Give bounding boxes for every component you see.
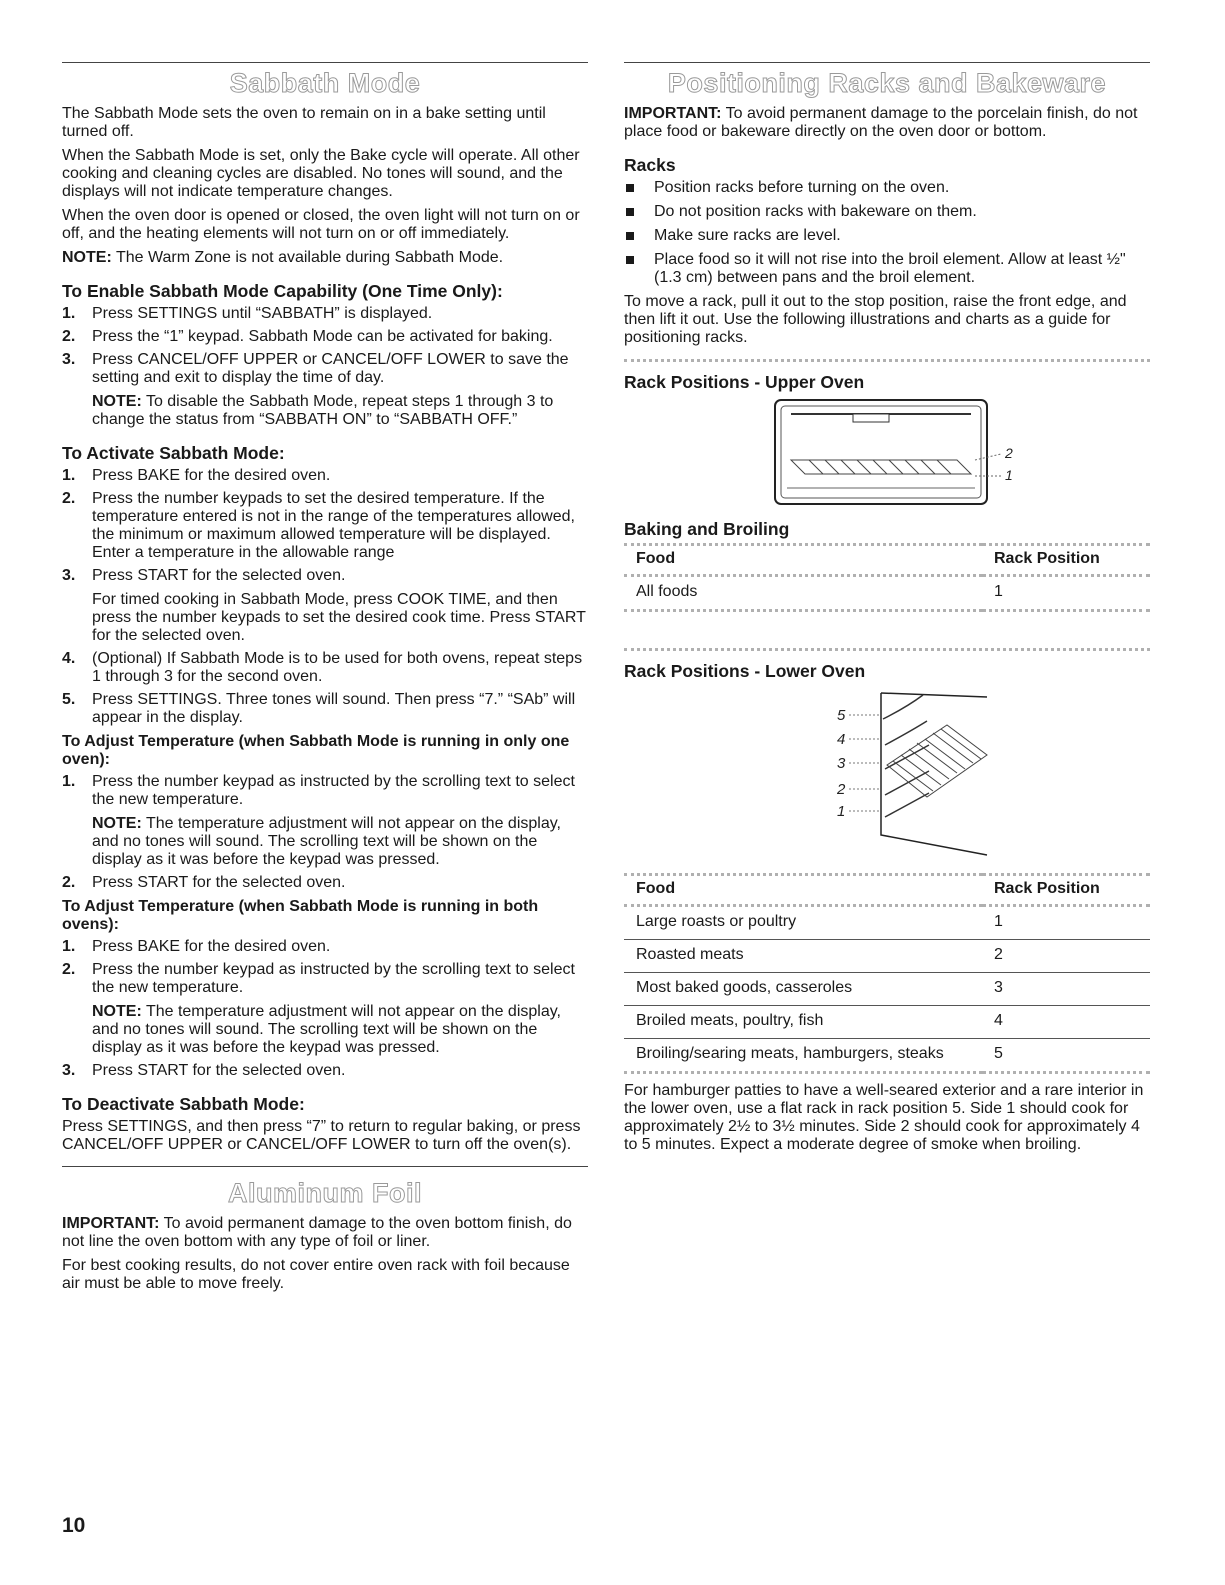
sabbath-door-light: When the oven door is opened or closed, the oven light will not turn on or off, and the heating elements will not turn on or off immediately.: [62, 207, 580, 242]
section-rule: [62, 62, 588, 63]
step-number: 2.: [62, 874, 76, 891]
enable-steps: [62, 305, 588, 429]
aluminum-foil-title: Aluminum Foil: [228, 1178, 422, 1208]
step-text: Press BAKE for the desired oven.: [92, 467, 331, 484]
foil-advice: For best cooking results, do not cover entire oven rack with foil because air must be able to move freely.: [62, 1257, 570, 1292]
list-item: [62, 773, 588, 869]
note-label: NOTE:: [92, 815, 142, 832]
list-item: [62, 351, 588, 429]
step-extra: For timed cooking in Sabbath Mode, press COOK TIME, and then press the number keypads to set the desired cook time. Press START for the selected oven.: [92, 591, 586, 644]
rack-label: 5: [837, 707, 846, 724]
note-label: NOTE:: [62, 249, 112, 266]
hamburger-tip: For hamburger patties to have a well-seared exterior and a rare interior in the lower oven, use a flat rack in rack position 5. Side 1 should cook for approximately 2½ to 3½ minutes. Side 2 should cook for approximately 4 to 5 minutes. Expect a moderate degree of smoke when broiling.: [624, 1082, 1144, 1153]
note-text: The temperature adjustment will not appear on the display, and no tones will sound. The scrolling text will be shown on the display as it was before the keypad was pressed.: [92, 815, 561, 868]
step-number: 2.: [62, 328, 76, 345]
rack-label: 4: [837, 731, 846, 748]
table-row: [624, 940, 1150, 973]
table-row: [624, 576, 1150, 611]
column-header: Rack Position: [982, 875, 1150, 906]
food-cell: Broiling/searing meats, hamburgers, steaks: [624, 1039, 982, 1073]
step-text: Press BAKE for the desired oven.: [92, 938, 331, 955]
racks-heading: Racks: [624, 155, 676, 175]
lower-oven-heading: Rack Positions - Lower Oven: [624, 661, 866, 681]
food-cell: Roasted meats: [624, 940, 982, 973]
table-row: [624, 973, 1150, 1006]
rack-label: 1: [1005, 467, 1013, 483]
left-column: [62, 62, 588, 1299]
dotted-divider: [624, 648, 1150, 651]
step-number: 1.: [62, 773, 76, 790]
step-number: 2.: [62, 490, 76, 507]
list-item: [62, 490, 588, 562]
step-text: Press START for the selected oven.: [92, 1062, 346, 1079]
step-number: 4.: [62, 650, 76, 667]
list-item: [62, 691, 588, 727]
note-label: NOTE:: [92, 1003, 142, 1020]
racks-bullets: [624, 179, 1150, 287]
move-rack-text: To move a rack, pull it out to the stop position, raise the front edge, and then lift it out. Use the following illustrations and charts as a guide for positioning racks.: [624, 293, 1127, 346]
activate-steps: [62, 467, 588, 727]
table-header-row: [624, 545, 1150, 576]
table-row: [624, 1006, 1150, 1039]
rack-cell: 1: [982, 576, 1150, 611]
step-number: 2.: [62, 961, 76, 978]
list-item: [62, 1062, 588, 1080]
upper-oven-heading: Rack Positions - Upper Oven: [624, 372, 865, 392]
important-text: To avoid permanent damage to the oven bottom finish, do not line the oven bottom with any type of foil or liner.: [62, 1215, 572, 1250]
list-item: [62, 650, 588, 686]
note-text: The Warm Zone is not available during Sabbath Mode.: [111, 249, 504, 266]
note-text: The temperature adjustment will not appear on the display, and no tones will sound. The scrolling text will be shown on the display as it was before the keypad was pressed.: [92, 1003, 561, 1056]
step-text: Press the number keypads to set the desired temperature. If the temperature entered is not in the range of the temperatures allowed, the minimum or maximum allowed temperature will be displayed. Enter a temperature in the allowable range: [92, 490, 575, 561]
list-item: Place food so it will not rise into the broil element. Allow at least ½" (1.3 cm) between pans and the broil element.: [624, 251, 1150, 287]
rack-label: 2: [1005, 445, 1013, 461]
list-item: [62, 874, 588, 892]
list-item: [62, 567, 588, 645]
upper-oven-illustration: [757, 396, 1017, 511]
rack-cell: 1: [982, 906, 1150, 940]
step-text: Press START for the selected oven.: [92, 567, 346, 584]
activate-heading: To Activate Sabbath Mode:: [62, 443, 285, 463]
foil-important: [62, 1215, 588, 1251]
step-text: Press the “1” keypad. Sabbath Mode can be activated for baking.: [92, 328, 553, 345]
rack-cell: 4: [982, 1006, 1150, 1039]
list-item: Position racks before turning on the oven.: [624, 179, 1150, 197]
right-column: [624, 62, 1150, 1160]
sabbath-mode-title: Sabbath Mode: [229, 68, 421, 98]
food-cell: Large roasts or poultry: [624, 906, 982, 940]
section-rule: [624, 62, 1150, 63]
list-item: [62, 305, 588, 323]
upper-rack-table: [624, 543, 1150, 612]
sabbath-intro: The Sabbath Mode sets the oven to remain on in a bake setting until turned off.: [62, 105, 546, 140]
list-item: [62, 938, 588, 956]
step-note: [92, 1003, 588, 1057]
rack-label: 2: [837, 781, 846, 798]
sabbath-note: [62, 249, 588, 267]
racks-important: [624, 105, 1150, 141]
adjust-one-heading: To Adjust Temperature (when Sabbath Mode is running in only one oven):: [62, 733, 570, 768]
column-header: Rack Position: [982, 545, 1150, 576]
adjust-one-steps: [62, 773, 588, 892]
step-text: Press the number keypad as instructed by the scrolling text to select the new temperature.: [92, 773, 575, 808]
step-text: Press SETTINGS. Three tones will sound. Then press “7.” “SAb” will appear in the display.: [92, 691, 576, 726]
step-number: 1.: [62, 467, 76, 484]
lower-oven-illustration: [777, 685, 997, 865]
deactivate-heading: To Deactivate Sabbath Mode:: [62, 1094, 305, 1114]
note-label: NOTE:: [92, 393, 142, 410]
section-rule: [62, 1166, 588, 1167]
rack-label: 3: [837, 755, 846, 772]
note-text: To disable the Sabbath Mode, repeat steps 1 through 3 to change the status from “SABBATH ON” to “SABBATH OFF.”: [92, 393, 554, 428]
step-number: 3.: [62, 1062, 76, 1079]
step-number: 1.: [62, 305, 76, 322]
step-number: 3.: [62, 567, 76, 584]
adjust-both-heading: To Adjust Temperature (when Sabbath Mode is running in both ovens):: [62, 898, 539, 933]
list-item: Do not position racks with bakeware on them.: [624, 203, 1150, 221]
table-header-row: [624, 875, 1150, 906]
important-label: IMPORTANT:: [624, 105, 722, 122]
adjust-both-steps: [62, 938, 588, 1080]
step-text: Press START for the selected oven.: [92, 874, 346, 891]
food-cell: Most baked goods, casseroles: [624, 973, 982, 1006]
important-label: IMPORTANT:: [62, 1215, 160, 1232]
step-number: 3.: [62, 351, 76, 368]
step-number: 5.: [62, 691, 76, 708]
dotted-divider: [624, 359, 1150, 362]
column-header: Food: [624, 545, 982, 576]
table-row: [624, 906, 1150, 940]
enable-heading: To Enable Sabbath Mode Capability (One Time Only):: [62, 281, 503, 301]
table-row: [624, 1039, 1150, 1073]
rack-cell: 2: [982, 940, 1150, 973]
step-number: 1.: [62, 938, 76, 955]
positioning-racks-title: Positioning Racks and Bakeware: [667, 68, 1107, 98]
baking-broiling-heading: Baking and Broiling: [624, 519, 790, 539]
rack-label: 1: [837, 803, 846, 820]
list-item: [62, 328, 588, 346]
step-text: Press the number keypad as instructed by the scrolling text to select the new temperature.: [92, 961, 575, 996]
food-cell: All foods: [624, 576, 982, 611]
step-text: Press SETTINGS until “SABBATH” is displayed.: [92, 305, 433, 322]
deactivate-text: Press SETTINGS, and then press “7” to return to regular baking, or press CANCEL/OFF UPPER or CANCEL/OFF LOWER to turn off the oven(s).: [62, 1118, 581, 1153]
step-note: [92, 393, 588, 429]
sabbath-bake-only: When the Sabbath Mode is set, only the Bake cycle will operate. All other cooking and cleaning cycles are disabled. No tones will sound, and the displays will not indicate temperature changes.: [62, 147, 580, 200]
list-item: Make sure racks are level.: [624, 227, 1150, 245]
important-text: To avoid permanent damage to the porcelain finish, do not place food or bakeware directly on the oven door or bottom.: [624, 105, 1138, 140]
food-cell: Broiled meats, poultry, fish: [624, 1006, 982, 1039]
column-header: Food: [624, 875, 982, 906]
step-note: [92, 815, 588, 869]
lower-rack-table: [624, 873, 1150, 1074]
step-text: Press CANCEL/OFF UPPER or CANCEL/OFF LOWER to save the setting and exit to display the time of day.: [92, 351, 569, 386]
rack-cell: 3: [982, 973, 1150, 1006]
page-number: 10: [62, 1514, 86, 1537]
rack-cell: 5: [982, 1039, 1150, 1073]
list-item: [62, 467, 588, 485]
step-text: (Optional) If Sabbath Mode is to be used for both ovens, repeat steps 1 through 3 for the second oven.: [92, 650, 583, 685]
list-item: [62, 961, 588, 1057]
